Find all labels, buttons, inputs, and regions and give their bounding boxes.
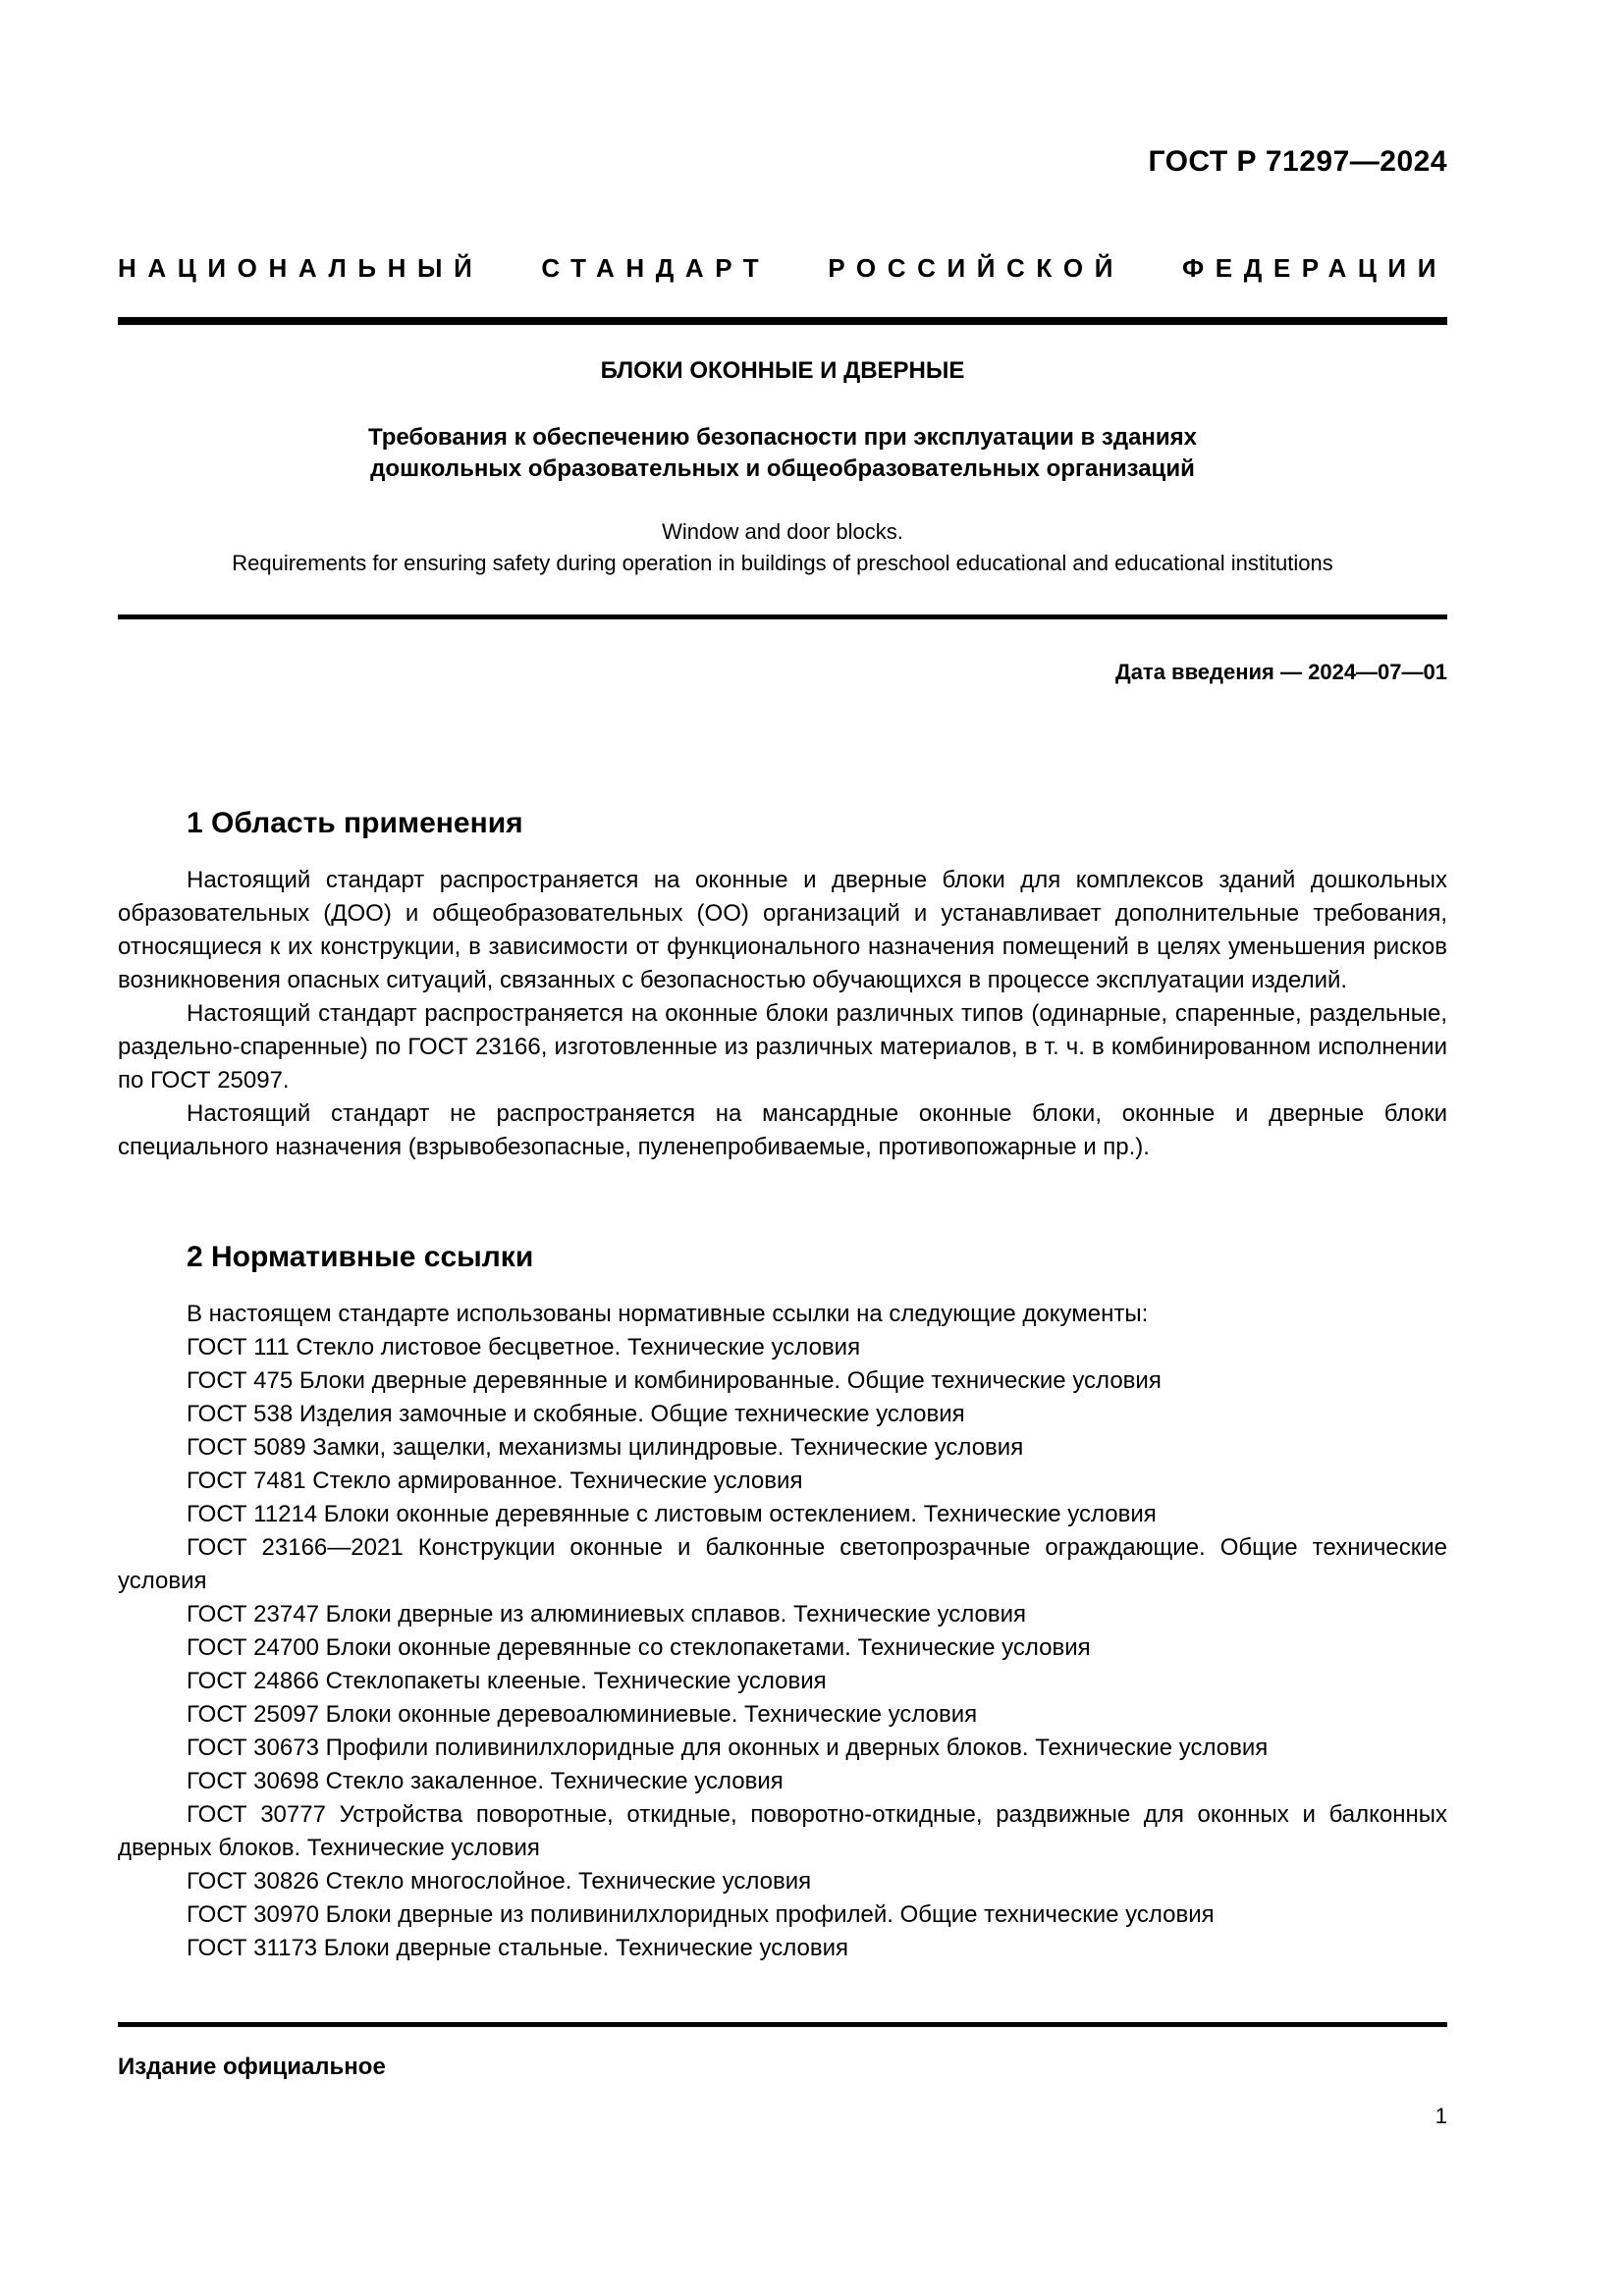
reference-line: ГОСТ 538 Изделия замочные и скобяные. Общие технические условия xyxy=(187,1401,965,1427)
introduction-date: Дата введения — 2024—07—01 xyxy=(1115,660,1447,684)
reference-line: ГОСТ 23747 Блоки дверные из алюминиевых сплавов. Технические условия xyxy=(187,1601,1027,1628)
document-title: БЛОКИ ОКОННЫЕ И ДВЕРНЫЕ xyxy=(600,357,965,384)
reference-line: ГОСТ 111 Стекло листовое бесцветное. Технические условия xyxy=(187,1334,861,1361)
reference-line: ГОСТ 30698 Стекло закаленное. Технические условия xyxy=(187,1768,784,1794)
section-heading-references: 2 Нормативные ссылки xyxy=(187,1241,534,1273)
reference-line: ГОСТ 31173 Блоки дверные стальные. Технические условия xyxy=(187,1935,849,1961)
paragraph: Настоящий стандарт не распространяется на мансардные оконные блоки, оконные и дверные блоки специального назначения (взрывобезопасные, пуленепробиваемые, противопожарные и пр.). xyxy=(118,1100,1447,1160)
subtitle-line: Требования к обеспечению безопасности при эксплуатации в зданиях xyxy=(367,424,1198,451)
english-title-line: Window and door blocks. xyxy=(662,519,903,544)
top-rule xyxy=(118,317,1447,325)
reference-line: ГОСТ 30970 Блоки дверные из поливинилхлоридных профилей. Общие технические условия xyxy=(187,1901,1215,1928)
reference-line: ГОСТ 30826 Стекло многослойное. Технические условия xyxy=(187,1868,812,1895)
official-edition-label: Издание официальное xyxy=(118,2054,386,2080)
subtitle-line: дошкольных образовательных и общеобразовательных организаций xyxy=(370,455,1195,482)
reference-line: ГОСТ 30673 Профили поливинилхлоридные для оконных и дверных блоков. Технические условия xyxy=(187,1735,1269,1761)
national-standard-banner: НАЦИОНАЛЬНЫЙ СТАНДАРТ РОССИЙСКОЙ ФЕДЕРАЦИИ xyxy=(118,253,1447,283)
title-rule xyxy=(118,614,1447,619)
paragraph: Настоящий стандарт распространяется на оконные и дверные блоки для комплексов зданий дошкольных образовательных (ДОО) и общеобразовательных (ОО) организаций и устанавливает дополнительные требования, относящиеся к их конструкции, в зависимости от функционального назначения помещений в целях уменьшения рисков возникновения опасных ситуаций, связанных с безопасностью обучающихся в процессе эксплуатации изделий. xyxy=(118,867,1447,993)
paragraph: Настоящий стандарт распространяется на оконные блоки различных типов (одинарные, спаренные, раздельные, раздельно-спаренные) по ГОСТ 23166, изготовленные из различных материалов, в т. ч. в комбинированном исполнении по ГОСТ 25097. xyxy=(118,1000,1447,1094)
reference-line: ГОСТ 23166—2021 Конструкции оконные и балконные светопрозрачные ограждающие. Общие технические условия xyxy=(118,1534,1447,1594)
reference-line: ГОСТ 11214 Блоки оконные деревянные с листовым остеклением. Технические условия xyxy=(187,1501,1157,1527)
section-body-scope xyxy=(118,864,1447,1164)
reference-line: ГОСТ 475 Блоки дверные деревянные и комбинированные. Общие технические условия xyxy=(187,1367,1162,1394)
reference-line: ГОСТ 25097 Блоки оконные деревоалюминиевые. Технические условия xyxy=(187,1701,978,1728)
references-list xyxy=(118,1298,1447,1965)
reference-line: ГОСТ 30777 Устройства поворотные, откидные, поворотно-откидные, раздвижные для оконных и балконных дверных блоков. Технические условия xyxy=(118,1801,1447,1861)
page-number: 1 xyxy=(1435,2104,1447,2128)
section-heading-scope: 1 Область применения xyxy=(187,807,523,839)
english-title xyxy=(118,516,1447,579)
reference-line: ГОСТ 24700 Блоки оконные деревянные со стеклопакетами. Технические условия xyxy=(187,1634,1091,1661)
reference-line: ГОСТ 7481 Стекло армированное. Технические условия xyxy=(187,1468,803,1494)
document-subtitle xyxy=(118,422,1447,485)
reference-line: ГОСТ 24866 Стеклопакеты клееные. Технические условия xyxy=(187,1668,827,1694)
standard-code: ГОСТ Р 71297—2024 xyxy=(1148,145,1447,178)
footer-rule xyxy=(118,2022,1447,2027)
reference-line: В настоящем стандарте использованы нормативные ссылки на следующие документы: xyxy=(187,1301,1149,1327)
english-title-line: Requirements for ensuring safety during operation in buildings of preschool educational and educational institutions xyxy=(232,551,1333,575)
reference-line: ГОСТ 5089 Замки, защелки, механизмы цилиндровые. Технические условия xyxy=(187,1434,1024,1461)
